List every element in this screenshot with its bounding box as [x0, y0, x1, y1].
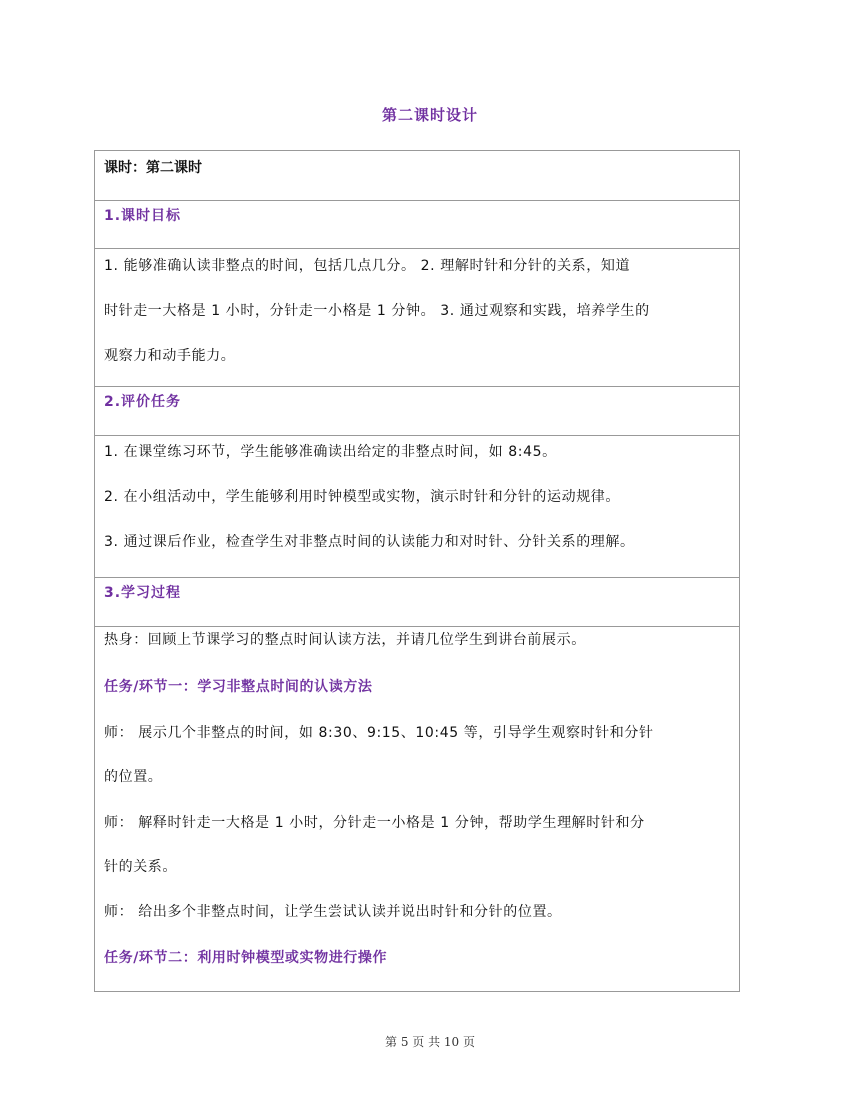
- page-title: 第二课时设计: [381, 106, 478, 124]
- teacher-step-1-line-2: 的位置。: [104, 769, 163, 785]
- section-process-content-row: [95, 627, 739, 992]
- teacher-step-2-line-1: 师： 解释时针走一大格是 1 小时，分针走一小格是 1 分钟，帮助学生理解时针和分: [104, 815, 645, 831]
- section-goals-heading-row: [95, 201, 739, 249]
- teacher-step-2-line-2: 针的关系。: [104, 859, 177, 875]
- section-goals-heading: 1.课时目标: [104, 208, 182, 224]
- lesson-design-table: [94, 150, 740, 992]
- section-evaluation-heading-row: [95, 387, 739, 436]
- section-goals-content-row: [95, 249, 739, 387]
- lesson-row: [95, 151, 739, 201]
- task2-heading: 任务/环节二：利用时钟模型或实物进行操作: [104, 950, 388, 966]
- page-footer: 第 5 页 共 10 页: [385, 1035, 475, 1049]
- section-process-heading-row: [95, 578, 739, 627]
- evaluation-item-3: 3. 通过课后作业，检查学生对非整点时间的认读能力和对时针、分针关系的理解。: [104, 534, 635, 550]
- evaluation-item-2: 2. 在小组活动中，学生能够利用时钟模型或实物，演示时针和分针的运动规律。: [104, 489, 621, 505]
- section-process-heading: 3.学习过程: [104, 585, 182, 601]
- section-evaluation-content-row: [95, 436, 739, 578]
- task1-heading: 任务/环节一：学习非整点时间的认读方法: [104, 679, 373, 695]
- goals-line-3: 观察力和动手能力。: [104, 348, 236, 364]
- teacher-step-3: 师： 给出多个非整点时间，让学生尝试认读并说出时针和分针的位置。: [104, 904, 562, 920]
- evaluation-item-1: 1. 在课堂练习环节，学生能够准确读出给定的非整点时间，如 8:45。: [104, 444, 557, 460]
- teacher-step-1-line-1: 师： 展示几个非整点的时间，如 8:30、9:15、10:45 等，引导学生观察时针和分针: [104, 725, 654, 741]
- section-evaluation-heading: 2.评价任务: [104, 394, 182, 410]
- warmup-text: 热身：回顾上节课学习的整点时间认读方法，并请几位学生到讲台前展示。: [104, 632, 586, 648]
- lesson-label: 课时：第二课时: [104, 160, 202, 176]
- goals-line-2: 时针走一大格是 1 小时，分针走一小格是 1 分钟。 3. 通过观察和实践，培养学生的: [104, 303, 650, 319]
- goals-line-1: 1. 能够准确认读非整点的时间，包括几点几分。 2. 理解时针和分针的关系，知道: [104, 258, 631, 274]
